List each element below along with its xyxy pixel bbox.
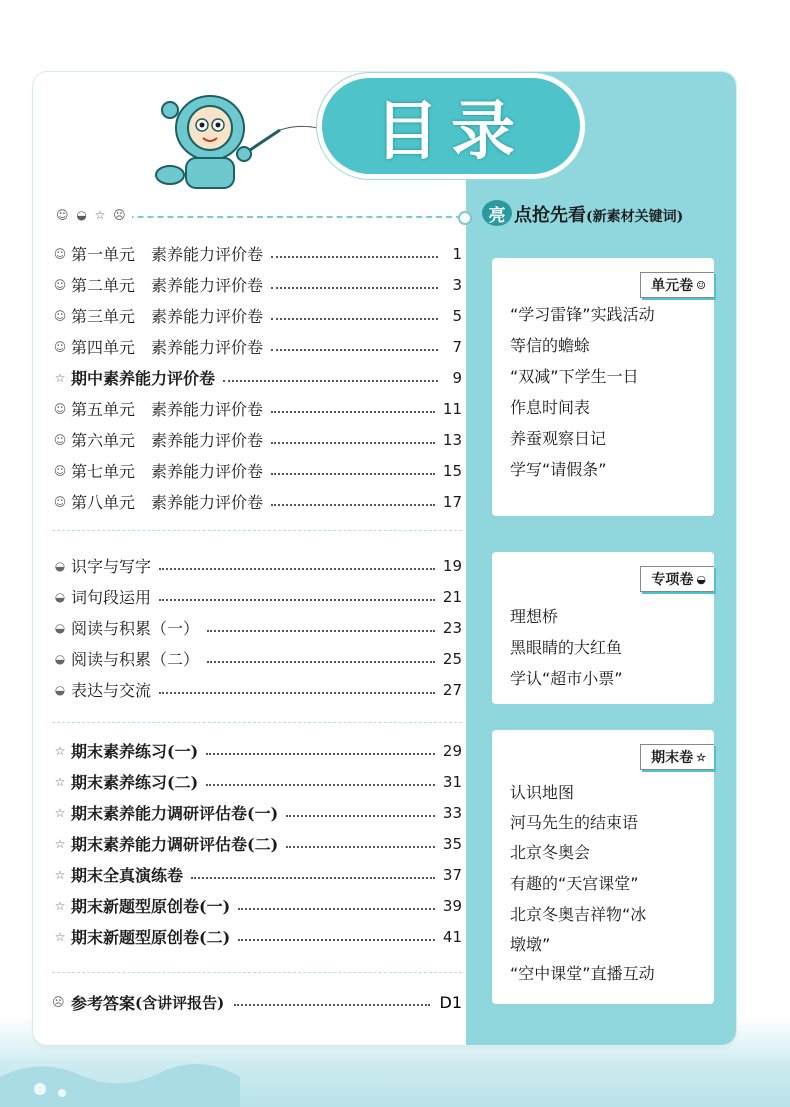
toc-page: 5	[452, 306, 462, 325]
leader-dots	[234, 1004, 429, 1006]
leader-dots	[159, 692, 435, 694]
leader-dots	[271, 442, 435, 444]
highlight-item: 北京冬奥会	[510, 843, 591, 862]
toc-label: 期末新题型原创卷(二)	[71, 928, 231, 947]
leader-dots	[191, 877, 435, 879]
toc-page: 27	[442, 680, 462, 699]
leader-dots	[271, 504, 435, 506]
toc-row[interactable]	[52, 828, 462, 859]
toc-page: 17	[442, 492, 462, 511]
toc-row[interactable]	[52, 674, 462, 705]
toc-label: 第四单元 素养能力评价卷	[71, 338, 264, 357]
toc-row[interactable]	[52, 581, 462, 612]
star-icon: ☆	[54, 774, 66, 789]
smile-face-icon: ☺	[53, 277, 67, 292]
neutral-face-icon: ◒	[54, 620, 66, 635]
highlight-item: 学认“超市小票”	[510, 669, 623, 688]
toc-label: 期末素养练习(二)	[71, 773, 199, 792]
leader-dots	[206, 784, 435, 786]
toc-row[interactable]	[52, 643, 462, 674]
highlight-item: 学写“请假条”	[510, 460, 607, 479]
highlight-item: 等信的蟾蜍	[510, 336, 591, 355]
highlight-item: 黑眼睛的大红鱼	[510, 638, 623, 657]
toc-page: 19	[442, 556, 462, 575]
highlights-subtitle: (新素材关键词)	[586, 208, 684, 225]
toc-page: 13	[442, 430, 462, 449]
leader-dots	[159, 568, 435, 570]
special-tag-label: 专项卷	[651, 572, 694, 588]
toc-label: 阅读与积累（二）	[71, 650, 200, 669]
toc-page: 33	[442, 803, 462, 822]
neutral-face-icon: ◒	[54, 589, 66, 604]
unit-highlights-box	[492, 258, 714, 516]
toc-row[interactable]	[52, 550, 462, 581]
toc-label: 表达与交流	[71, 681, 152, 700]
final-tag-label: 期末卷	[651, 750, 694, 766]
toc-final	[52, 735, 462, 952]
section-separator	[52, 972, 462, 973]
leader-dots	[207, 630, 435, 632]
star-icon: ☆	[54, 898, 66, 913]
unit-tag	[640, 272, 714, 298]
toc-label: 识字与写字	[71, 557, 152, 576]
toc-page: 23	[442, 618, 462, 637]
leader-dots	[271, 473, 435, 475]
smile-face-icon: ☺	[53, 463, 67, 478]
final-tag	[640, 744, 714, 770]
toc-page: 41	[442, 927, 462, 946]
toc-label: 第二单元 素养能力评价卷	[71, 276, 264, 295]
leader-dots	[271, 411, 435, 413]
highlight-item: 养蚕观察日记	[510, 429, 607, 448]
highlights-title: 点抢先看	[514, 204, 586, 226]
highlight-item: 认识地图	[510, 783, 575, 802]
leader-dots	[271, 256, 438, 258]
toc-label: 词句段运用	[71, 588, 152, 607]
wave-shape	[0, 1037, 790, 1107]
toc-label: 阅读与积累（一）	[71, 619, 200, 638]
title-pill	[322, 78, 580, 174]
answers-page: D1	[439, 992, 462, 1012]
highlight-item: 有趣的“天宫课堂”	[510, 874, 639, 893]
page-title: 目录	[375, 95, 527, 169]
divider-dot	[458, 211, 472, 225]
toc-row[interactable]	[52, 331, 462, 362]
toc-page: 9	[452, 368, 462, 387]
toc-row[interactable]	[52, 890, 462, 921]
star-icon: ☆	[54, 867, 66, 882]
final-highlights-box	[492, 730, 714, 1004]
toc-label: 第三单元 素养能力评价卷	[71, 307, 264, 326]
toc-page: 37	[442, 865, 462, 884]
star-icon: ☆	[54, 370, 66, 385]
divider-icons: ☺ ◒ ☆ ☹	[56, 208, 132, 222]
smile-face-icon: ☺	[53, 339, 67, 354]
toc-page: 29	[442, 741, 462, 760]
toc-special	[52, 550, 462, 705]
toc-row[interactable]	[52, 455, 462, 486]
leader-dots	[159, 599, 435, 601]
toc-label: 期中素养能力评价卷	[71, 369, 216, 388]
section-separator	[52, 722, 462, 723]
special-highlights-box	[492, 552, 714, 704]
toc-page: 1	[452, 244, 462, 263]
leader-dots	[238, 908, 435, 910]
answers-label: 参考答案	[71, 993, 136, 1013]
section-separator	[52, 530, 462, 531]
toc-row[interactable]	[52, 921, 462, 952]
toc-label: 第五单元 素养能力评价卷	[71, 400, 264, 419]
toc-page: 7	[452, 337, 462, 356]
toc-row[interactable]	[52, 424, 462, 455]
toc-page: 15	[442, 461, 462, 480]
leader-dots	[223, 380, 438, 382]
smile-face-icon: ☺	[53, 308, 67, 323]
leader-dots	[206, 753, 435, 755]
answers-sub: (含讲评报告)	[135, 993, 225, 1012]
highlight-item: 墩墩”	[510, 935, 551, 954]
toc-page: 25	[442, 649, 462, 668]
toc-label: 期末新题型原创卷(一)	[71, 897, 231, 916]
highlights-badge: 亮	[482, 200, 512, 226]
toc-row[interactable]	[52, 612, 462, 643]
toc-label: 期末素养能力调研评估卷(一)	[71, 804, 279, 823]
toc-label: 期末全真演练卷	[71, 866, 184, 885]
star-icon: ☆	[54, 743, 66, 758]
toc-label: 第八单元 素养能力评价卷	[71, 493, 264, 512]
toc-row[interactable]	[52, 797, 462, 828]
toc-page: 3	[452, 275, 462, 294]
leader-dots	[238, 939, 435, 941]
toc-label: 第六单元 素养能力评价卷	[71, 431, 264, 450]
highlight-item: “双减”下学生一日	[510, 367, 639, 386]
toc-label: 第七单元 素养能力评价卷	[71, 462, 264, 481]
toc-row[interactable]	[52, 735, 462, 766]
neutral-face-icon: ◒	[54, 682, 66, 697]
toc-page: 35	[442, 834, 462, 853]
smile-face-icon: ☺	[53, 246, 67, 261]
toc-row[interactable]	[52, 300, 462, 331]
toc-units	[52, 238, 462, 517]
leader-dots	[271, 318, 438, 320]
toc-row[interactable]	[52, 238, 462, 269]
toc-label: 第一单元 素养能力评价卷	[71, 245, 264, 264]
toc-page: 11	[442, 399, 462, 418]
toc-page: 21	[442, 587, 462, 606]
highlight-item: “学习雷锋”实践活动	[510, 305, 655, 324]
toc-row[interactable]	[52, 859, 462, 890]
toc-row[interactable]	[52, 486, 462, 517]
highlight-item: 作息时间表	[510, 398, 591, 417]
astronaut-mascot-icon	[148, 80, 328, 200]
tongue-face-icon: ☹	[52, 995, 65, 1009]
smile-face-icon: ☺	[53, 401, 67, 416]
special-tag	[640, 566, 714, 592]
neutral-face-icon: ◒	[54, 651, 66, 666]
highlight-item: 河马先生的结束语	[510, 813, 639, 832]
toc-label: 期末素养练习(一)	[71, 742, 199, 761]
smile-face-icon: ☺	[696, 278, 706, 292]
smile-face-icon: ☺	[53, 432, 67, 447]
leader-dots	[207, 661, 435, 663]
leader-dots	[271, 349, 438, 351]
star-icon: ☆	[54, 929, 66, 944]
highlight-item: 理想桥	[510, 607, 559, 626]
star-icon: ☆	[696, 750, 706, 764]
leader-dots	[271, 287, 438, 289]
toc-page: 39	[442, 896, 462, 915]
neutral-face-icon: ◒	[54, 558, 66, 573]
neutral-face-icon: ◒	[696, 572, 706, 586]
highlights-header	[482, 200, 683, 227]
toc-label: 期末素养能力调研评估卷(二)	[71, 835, 279, 854]
leader-dots	[286, 815, 435, 817]
smile-face-icon: ☺	[53, 494, 67, 509]
star-icon: ☆	[54, 836, 66, 851]
star-icon: ☆	[54, 805, 66, 820]
answers-row[interactable]	[52, 988, 462, 1016]
highlight-item: “空中课堂”直播互动	[510, 964, 655, 983]
unit-tag-label: 单元卷	[651, 278, 694, 294]
toc-row[interactable]	[52, 393, 462, 424]
toc-row[interactable]	[52, 362, 462, 393]
highlight-item: 北京冬奥吉祥物“冰	[510, 905, 647, 924]
toc-row[interactable]	[52, 766, 462, 797]
leader-dots	[286, 846, 435, 848]
toc-page: 31	[442, 772, 462, 791]
toc-row[interactable]	[52, 269, 462, 300]
